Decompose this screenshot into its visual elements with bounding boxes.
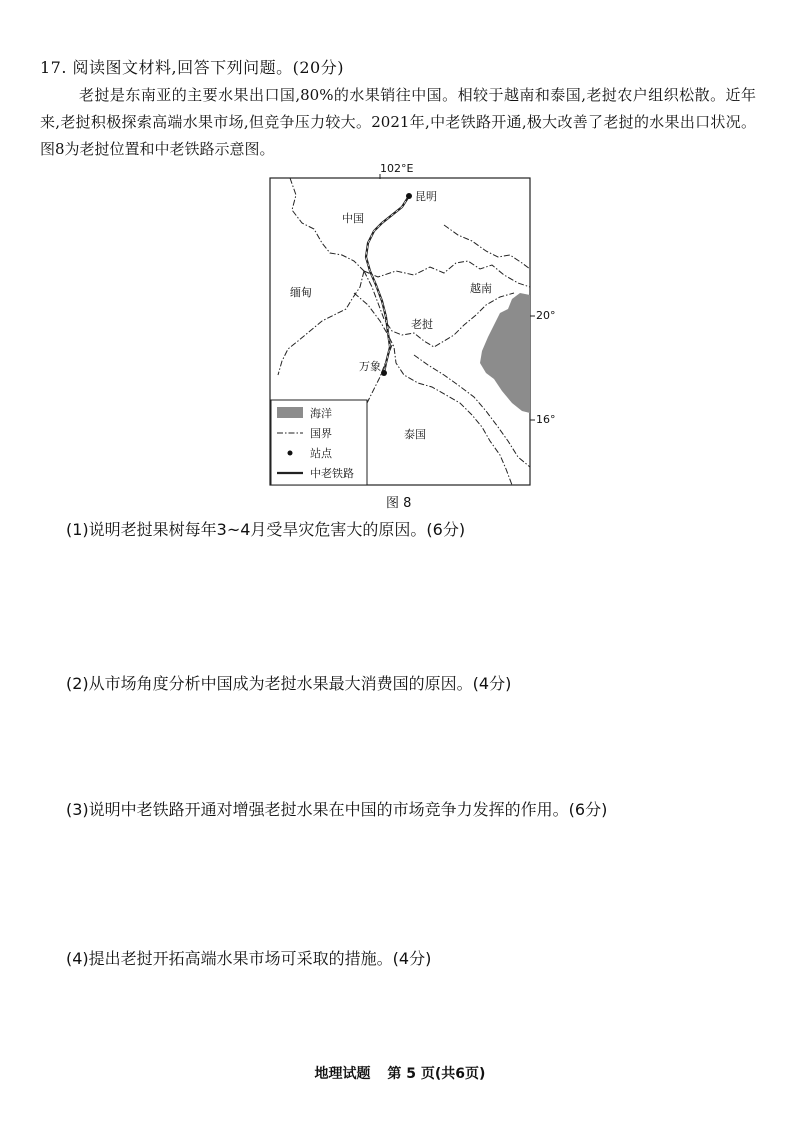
longitude-label: 102°E <box>380 162 414 175</box>
country-label-china: 中国 <box>342 212 364 225</box>
latitude-label-20: 20° <box>536 309 556 322</box>
legend-ocean: 海洋 <box>310 407 332 420</box>
legend-ocean-swatch <box>277 407 303 418</box>
question-title: 17. 阅读图文材料,回答下列问题。(20分) <box>40 58 344 77</box>
map-legend <box>271 400 367 485</box>
city-label-vientiane: 万象 <box>359 360 381 373</box>
country-label-vietnam: 越南 <box>470 282 492 295</box>
subquestion-3: (3)说明中老铁路开通对增强老挝水果在中国的市场竞争力发挥的作用。(6分) <box>66 800 608 819</box>
country-label-myanmar: 缅甸 <box>290 286 312 299</box>
legend-railway: 中老铁路 <box>310 467 354 480</box>
country-label-laos: 老挝 <box>411 318 433 331</box>
figure-8-map <box>268 162 556 510</box>
legend-station: 站点 <box>310 447 332 460</box>
figure-caption: 图 8 <box>386 496 412 511</box>
page-footer <box>0 1063 800 1083</box>
subquestion-2: (2)从市场角度分析中国成为老挝水果最大消费国的原因。(4分) <box>66 674 512 693</box>
station-kunming <box>406 193 412 199</box>
question-intro: 老挝是东南亚的主要水果出口国,80%的水果销往中国。相较于越南和泰国,老挝农户组织松散。近年来,老挝积极探索高端水果市场,但竞争压力较大。2021年,中老铁路开通,极大改善了老挝的水果出口状况。图8为老挝位置和中老铁路示意图。 <box>40 86 756 158</box>
subquestion-4: (4)提出老挝开拓高端水果市场可采取的措施。(4分) <box>66 949 432 968</box>
ocean-area <box>480 293 530 413</box>
subquestion-1: (1)说明老挝果树每年3~4月受旱灾危害大的原因。(6分) <box>66 520 466 539</box>
footer-page-number: 第 5 页(共6页) <box>387 1066 486 1082</box>
china-laos-railway <box>366 196 409 373</box>
country-label-thailand: 泰国 <box>404 428 426 441</box>
legend-border: 国界 <box>310 427 332 440</box>
city-label-kunming: 昆明 <box>415 190 437 203</box>
station-vientiane <box>381 370 387 376</box>
latitude-label-16: 16° <box>536 413 556 426</box>
footer-subject: 地理试题 <box>314 1066 371 1082</box>
